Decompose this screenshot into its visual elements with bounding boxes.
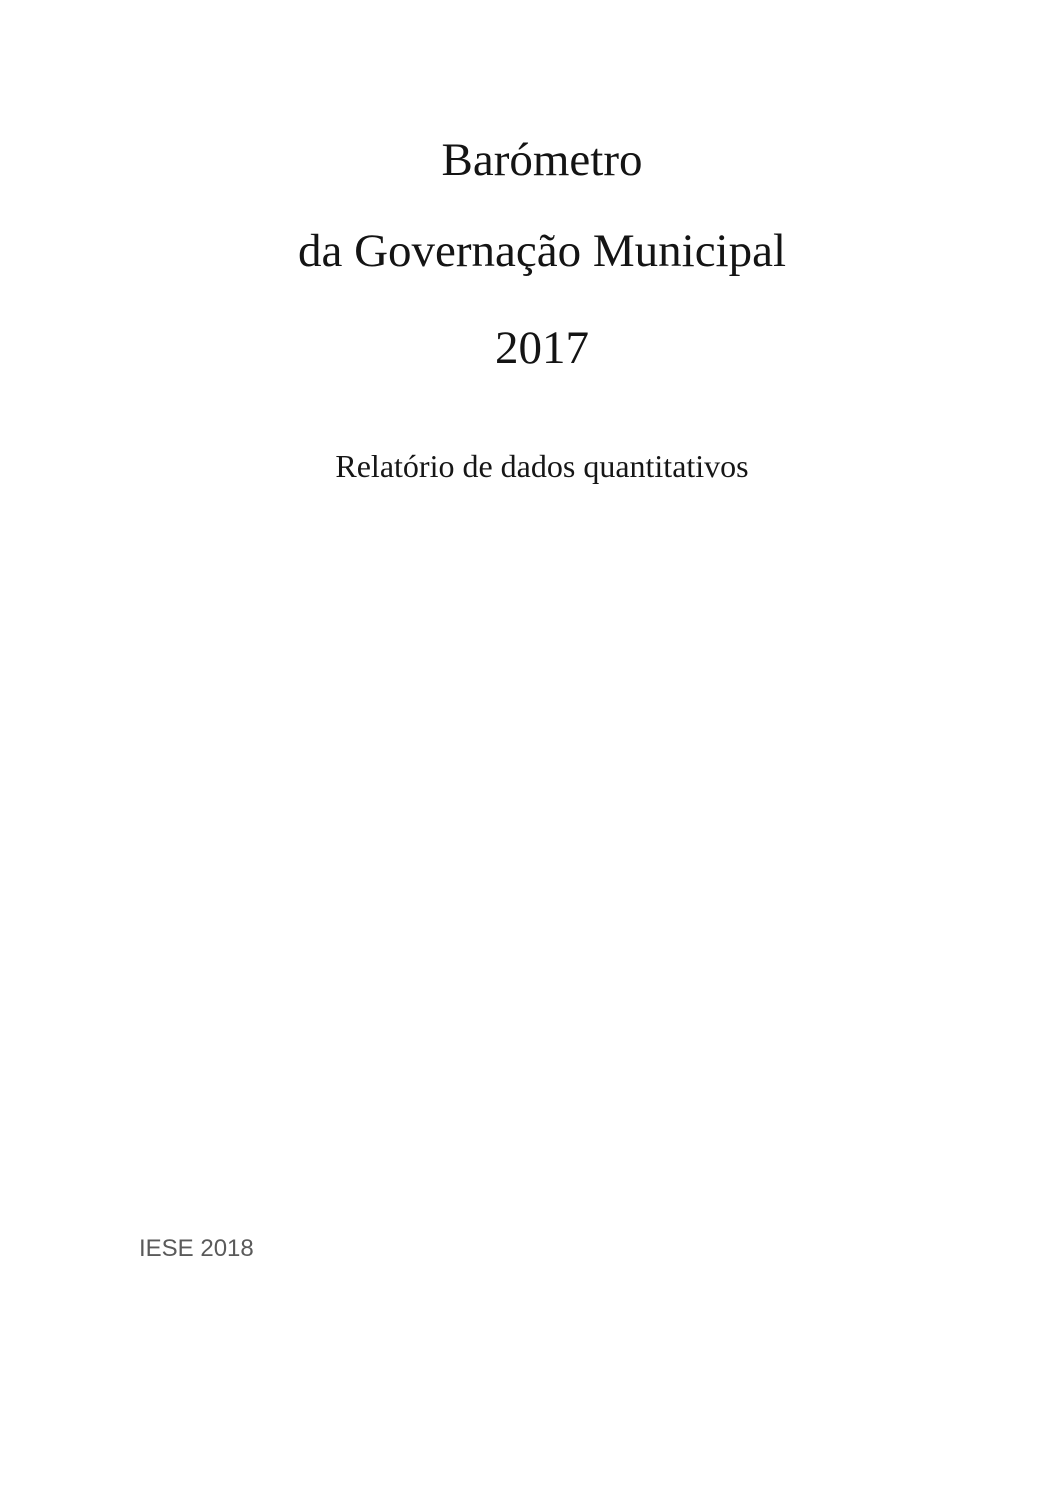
cover-title-line-2: da Governação Municipal [297, 225, 787, 277]
cover-year: 2017 [495, 322, 589, 374]
publisher-note: IESE 2018 [139, 1235, 254, 1262]
cover-subtitle: Relatório de dados quantitativos [335, 448, 749, 484]
cover-title-line-1: Barómetro [441, 134, 643, 186]
